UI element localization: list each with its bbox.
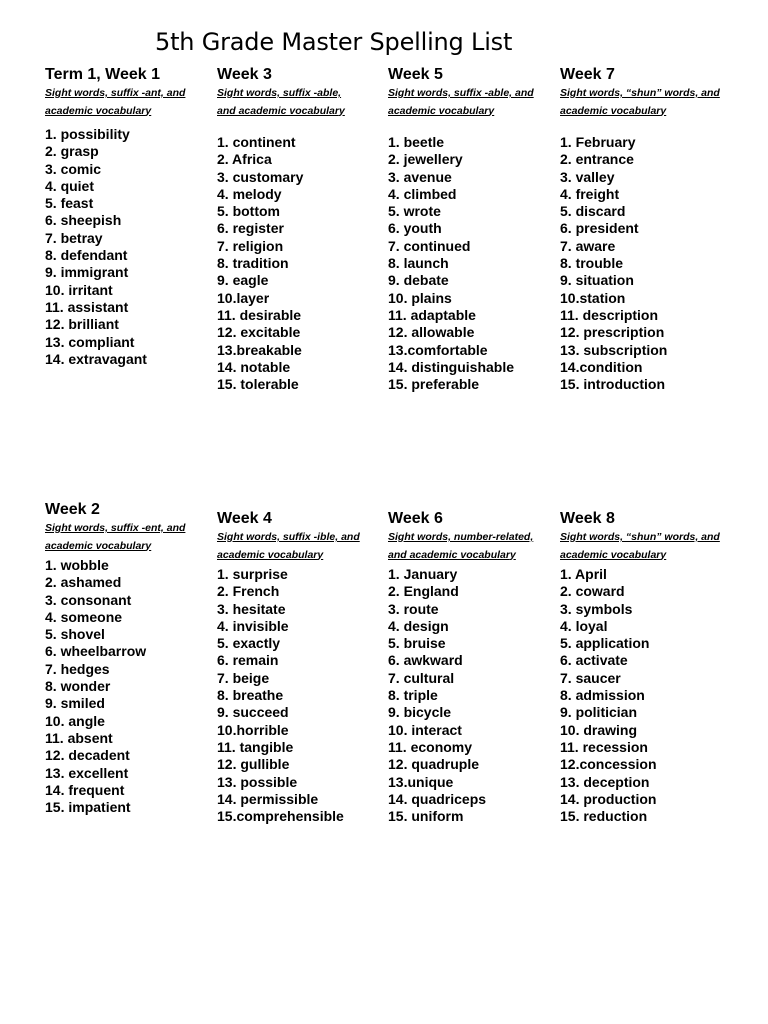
word-item: 3. hesitate: [217, 600, 286, 617]
word-item: 10.layer: [217, 289, 270, 306]
word-list: [560, 134, 728, 393]
word-item: 8. launch: [388, 255, 449, 272]
subtitle-line: Sight words, suffix -ible, and: [217, 531, 360, 543]
word-item: 3. consonant: [45, 591, 132, 608]
word-item: 5. bruise: [388, 635, 446, 652]
week-card-week4: [217, 510, 385, 825]
week-title: Week 2: [45, 501, 100, 518]
subtitle-line: Sight words, “shun” words, and: [560, 87, 720, 99]
word-item: 12. quadruple: [388, 756, 480, 773]
word-item: 12. decadent: [45, 747, 130, 764]
week-subtitle: [45, 519, 213, 555]
word-item: 11. adaptable: [388, 306, 476, 323]
word-item: 10.horrible: [217, 721, 289, 738]
word-list: [217, 566, 385, 825]
word-item: 4. freight: [560, 185, 620, 202]
word-item: 10. angle: [45, 712, 105, 729]
word-item: 12. allowable: [388, 324, 475, 341]
word-item: 15. reduction: [560, 808, 648, 825]
subtitle-line: academic vocabulary: [45, 104, 152, 117]
word-item: 1. possibility: [45, 126, 130, 142]
word-item: 9. situation: [560, 272, 634, 289]
word-item: 2. ashamed: [45, 574, 122, 591]
word-item: 4. someone: [45, 608, 123, 625]
week-card-week3: [217, 66, 385, 393]
word-item: 3. valley: [560, 168, 615, 185]
subtitle-line: academic vocabulary: [217, 548, 324, 561]
subtitle-line: academic vocabulary: [388, 104, 495, 117]
word-item: 4. loyal: [560, 617, 608, 634]
word-item: 1. wobble: [45, 557, 109, 573]
word-item: 11. desirable: [217, 306, 302, 323]
subtitle-line: Sight words, “shun” words, and: [560, 531, 720, 543]
word-item: 7. continued: [388, 237, 471, 254]
word-item: 1. April: [560, 566, 607, 582]
word-item: 6. remain: [217, 652, 279, 669]
word-item: 4. invisible: [217, 617, 289, 634]
word-item: 10. plains: [388, 289, 452, 306]
word-item: 12. brilliant: [45, 316, 119, 333]
word-item: 15. uniform: [388, 808, 464, 825]
word-item: 9. bicycle: [388, 704, 452, 721]
word-item: 14. notable: [217, 358, 291, 375]
subtitle-line: academic vocabulary: [560, 548, 667, 561]
word-item: 6. sheepish: [45, 212, 122, 229]
word-item: 15. impatient: [45, 799, 131, 816]
word-item: 2. coward: [560, 583, 625, 600]
word-item: 11. absent: [45, 729, 113, 746]
word-item: 7. saucer: [560, 669, 621, 686]
week-card-week5: [388, 66, 556, 393]
word-item: 11. assistant: [45, 298, 129, 315]
word-item: 9. eagle: [217, 272, 269, 289]
week-title: Week 7: [560, 66, 615, 83]
week-subtitle: [560, 84, 728, 120]
word-item: 14. frequent: [45, 781, 125, 798]
word-item: 2. Africa: [217, 151, 272, 168]
word-item: 9. politician: [560, 704, 638, 721]
word-item: 6. activate: [560, 652, 628, 669]
subtitle-line: Sight words, suffix -able,: [217, 87, 342, 99]
week-card-week8: [560, 510, 728, 825]
subtitle-line: Sight words, number-related,: [388, 531, 534, 543]
word-item: 7. beige: [217, 669, 270, 686]
word-item: 7. aware: [560, 237, 616, 254]
word-item: 14. quadriceps: [388, 790, 487, 807]
word-item: 10.station: [560, 289, 626, 306]
word-item: 11. description: [560, 306, 659, 323]
word-item: 15.comprehensible: [217, 808, 344, 825]
word-item: 12.concession: [560, 756, 657, 773]
word-item: 3. symbols: [560, 600, 633, 617]
word-list: [217, 134, 385, 393]
week-subtitle: [45, 84, 213, 120]
word-item: 3. route: [388, 600, 439, 617]
word-item: 7. hedges: [45, 660, 110, 677]
word-list: [45, 126, 213, 368]
word-item: 8. defendant: [45, 247, 128, 264]
word-list: [388, 566, 556, 825]
word-item: 1. January: [388, 566, 458, 582]
word-item: 13. subscription: [560, 341, 668, 358]
word-item: 6. president: [560, 220, 639, 237]
word-item: 7. betray: [45, 229, 103, 246]
word-item: 14.condition: [560, 358, 643, 375]
word-item: 7. religion: [217, 237, 284, 254]
word-item: 14. production: [560, 790, 657, 807]
word-item: 13.breakable: [217, 341, 302, 358]
word-item: 1. February: [560, 134, 636, 150]
word-item: 4. climbed: [388, 185, 457, 202]
word-item: 4. melody: [217, 185, 282, 202]
subtitle-line: Sight words, suffix -ent, and: [45, 522, 186, 534]
word-item: 2. England: [388, 583, 459, 600]
subtitle-line: and academic vocabulary: [388, 548, 516, 561]
word-item: 14. permissible: [217, 790, 319, 807]
week-title: Term 1, Week 1: [45, 66, 161, 83]
word-item: 10. interact: [388, 721, 462, 738]
word-item: 15. preferable: [388, 376, 480, 393]
week-title: Week 4: [217, 510, 272, 527]
word-item: 9. immigrant: [45, 264, 129, 281]
word-item: 8. triple: [388, 687, 438, 704]
word-item: 8. wonder: [45, 678, 111, 695]
subtitle-line: Sight words, suffix -ant, and: [45, 87, 186, 99]
week-card-term1-week1: [45, 66, 213, 368]
word-item: 5. wrote: [388, 203, 441, 220]
word-item: 3. comic: [45, 160, 102, 177]
word-item: 9. succeed: [217, 704, 289, 721]
word-item: 5. shovel: [45, 626, 105, 643]
word-item: 13. compliant: [45, 333, 135, 350]
word-item: 3. customary: [217, 168, 304, 185]
week-subtitle: [217, 84, 385, 120]
week-card-week6: [388, 510, 556, 825]
word-item: 10. irritant: [45, 281, 113, 298]
word-item: 2. entrance: [560, 151, 634, 168]
word-item: 4. design: [388, 617, 449, 634]
word-item: 9. debate: [388, 272, 449, 289]
word-item: 1. continent: [217, 134, 296, 150]
subtitle-line: academic vocabulary: [560, 104, 667, 117]
word-item: 11. tangible: [217, 738, 294, 755]
word-item: 5. feast: [45, 195, 94, 212]
word-item: 2. French: [217, 583, 280, 600]
word-item: 3. avenue: [388, 168, 452, 185]
word-item: 2. jewellery: [388, 151, 463, 168]
word-item: 12. prescription: [560, 324, 665, 341]
week-title: Week 3: [217, 66, 272, 83]
word-item: 5. exactly: [217, 635, 281, 652]
word-item: 6. youth: [388, 220, 442, 237]
word-item: 10. drawing: [560, 721, 638, 738]
word-item: 8. breathe: [217, 687, 284, 704]
word-item: 13. possible: [217, 773, 298, 790]
week-title: Week 6: [388, 510, 443, 527]
subtitle-line: Sight words, suffix -able, and: [388, 87, 534, 99]
word-list: [560, 566, 728, 825]
word-item: 5. application: [560, 635, 650, 652]
word-item: 9. smiled: [45, 695, 105, 712]
word-item: 6. awkward: [388, 652, 463, 669]
week-subtitle: [217, 528, 385, 564]
word-item: 8. trouble: [560, 255, 624, 272]
word-item: 8. admission: [560, 687, 645, 704]
word-item: 8. tradition: [217, 255, 289, 272]
word-item: 6. wheelbarrow: [45, 643, 147, 660]
word-item: 12. excitable: [217, 324, 301, 341]
word-item: 5. bottom: [217, 203, 280, 220]
word-item: 13.comfortable: [388, 341, 488, 358]
word-item: 7. cultural: [388, 669, 455, 686]
word-list: [388, 134, 556, 393]
week-title: Week 8: [560, 510, 615, 527]
week-card-week7: [560, 66, 728, 393]
word-item: 2. grasp: [45, 143, 99, 160]
subtitle-line: academic vocabulary: [45, 539, 152, 552]
word-item: 1. surprise: [217, 566, 288, 582]
week-card-week2: [45, 501, 213, 816]
word-item: 14. extravagant: [45, 350, 147, 367]
word-item: 14. distinguishable: [388, 358, 515, 375]
word-item: 15. introduction: [560, 376, 665, 393]
word-item: 4. quiet: [45, 177, 95, 194]
word-item: 11. economy: [388, 738, 473, 755]
word-item: 12. gullible: [217, 756, 290, 773]
week-subtitle: [560, 528, 728, 564]
week-subtitle: [388, 84, 556, 120]
word-item: 1. beetle: [388, 134, 445, 150]
word-item: 13. excellent: [45, 764, 129, 781]
word-item: 11. recession: [560, 738, 648, 755]
word-item: 6. register: [217, 220, 284, 237]
page-title: 5th Grade Master Spelling List: [155, 28, 513, 56]
word-item: 13.unique: [388, 773, 454, 790]
subtitle-line: and academic vocabulary: [217, 104, 345, 117]
word-item: 13. deception: [560, 773, 650, 790]
word-item: 15. tolerable: [217, 376, 299, 393]
word-list: [45, 557, 213, 816]
week-subtitle: [388, 528, 556, 564]
word-item: 5. discard: [560, 203, 626, 220]
week-title: Week 5: [388, 66, 443, 83]
